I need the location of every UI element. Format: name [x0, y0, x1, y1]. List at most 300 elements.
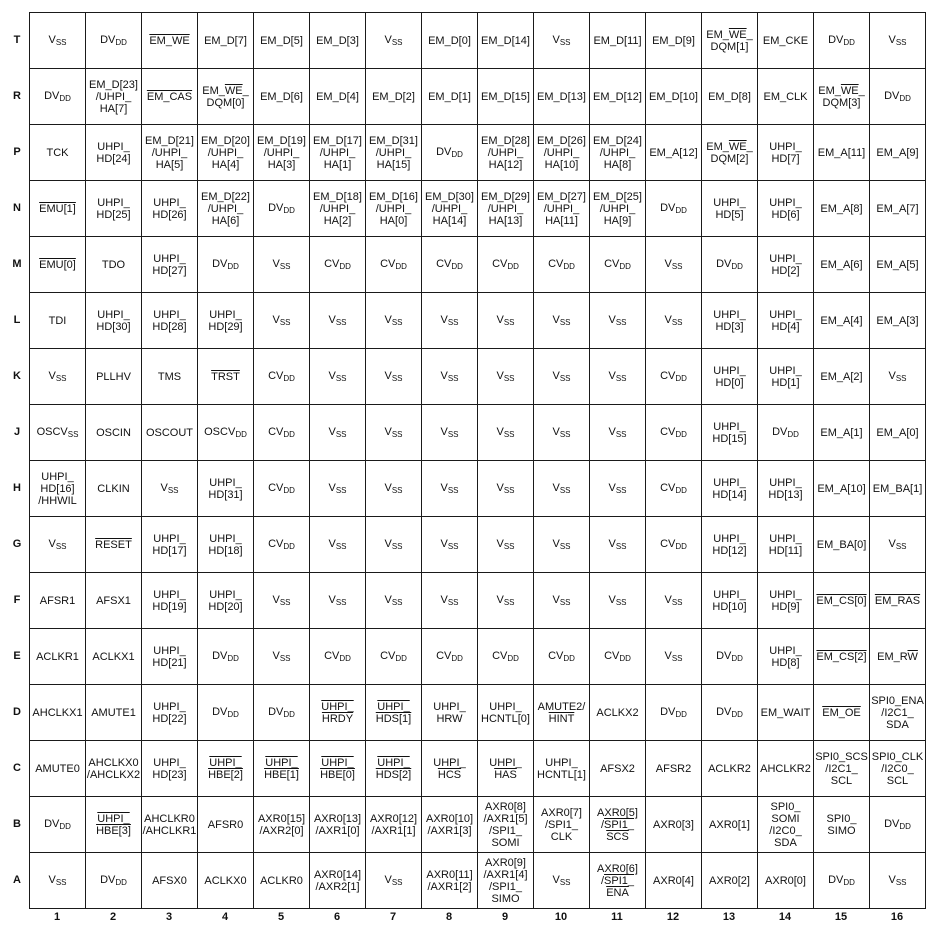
pin-cell: DVDD	[86, 13, 142, 69]
pin-cell: VSS	[534, 573, 590, 629]
pin-cell: AHCLKR0 /AHCLKR1	[142, 797, 198, 853]
pin-cell: EM_D[8]	[702, 69, 758, 125]
row-label: T	[13, 34, 21, 46]
pin-cell: UHPI_ HD[18]	[198, 517, 254, 573]
pin-cell: UHPI_ HD[26]	[142, 181, 198, 237]
pin-cell: VSS	[422, 573, 478, 629]
pin-cell: DVDD	[86, 853, 142, 909]
pin-cell: UHPI_ HD[0]	[702, 349, 758, 405]
pin-cell: UHPI_ HBE[1]	[254, 741, 310, 797]
pin-cell: CVDD	[254, 349, 310, 405]
pin-cell: DVDD	[30, 797, 86, 853]
pin-cell: DVDD	[198, 685, 254, 741]
pin-cell: UHPI_ HD[1]	[758, 349, 814, 405]
pin-cell: AXR0[10] /AXR1[3]	[422, 797, 478, 853]
pin-cell: VSS	[422, 517, 478, 573]
pin-cell: AFSR2	[646, 741, 702, 797]
pin-cell: DVDD	[702, 685, 758, 741]
pin-cell: UHPI_ HD[30]	[86, 293, 142, 349]
pin-cell: EM_D[10]	[646, 69, 702, 125]
pin-cell: AFSR0	[198, 797, 254, 853]
pin-cell: CVDD	[422, 629, 478, 685]
column-label: 12	[666, 911, 680, 923]
pin-cell: AMUTE1	[86, 685, 142, 741]
pin-cell: VSS	[870, 853, 926, 909]
pin-cell: UHPI_ HD[20]	[198, 573, 254, 629]
pin-cell: VSS	[422, 293, 478, 349]
pin-cell: EM_D[21] /UHPI_ HA[5]	[142, 125, 198, 181]
pin-cell: UHPI_ HD[5]	[702, 181, 758, 237]
pin-cell: VSS	[478, 573, 534, 629]
pin-cell: VSS	[590, 349, 646, 405]
pin-cell: AFSR1	[30, 573, 86, 629]
pin-cell: UHPI_ HD[8]	[758, 629, 814, 685]
column-label: 13	[722, 911, 736, 923]
pin-cell: CVDD	[366, 237, 422, 293]
pin-cell: AXR0[2]	[702, 853, 758, 909]
pin-cell: AMUTE0	[30, 741, 86, 797]
pin-cell: VSS	[478, 405, 534, 461]
pin-cell: VSS	[646, 293, 702, 349]
pin-cell: DVDD	[254, 181, 310, 237]
pin-cell: CVDD	[534, 629, 590, 685]
pin-cell: CVDD	[422, 237, 478, 293]
pin-cell: EM_A[6]	[814, 237, 870, 293]
column-label: 10	[554, 911, 568, 923]
pin-cell: UHPI_ HD[10]	[702, 573, 758, 629]
pin-cell: $EM\_\overline{WE}\_$ DQM[0]	[198, 69, 254, 125]
pin-cell: EM_CKE	[758, 13, 814, 69]
pin-cell: EM_WAIT	[758, 685, 814, 741]
pin-cell: VSS	[590, 293, 646, 349]
pin-cell: EM_A[3]	[870, 293, 926, 349]
pin-cell: OSCIN	[86, 405, 142, 461]
row-label: C	[13, 762, 21, 774]
pin-cell: AXR0[3]	[646, 797, 702, 853]
pin-cell: EM_D[20] /UHPI_ HA[4]	[198, 125, 254, 181]
pin-cell: VSS	[646, 237, 702, 293]
pin-cell: EM_D[28] /UHPI_ HA[12]	[478, 125, 534, 181]
pin-cell: EM_A[0]	[870, 405, 926, 461]
pin-cell: CVDD	[254, 461, 310, 517]
pin-cell: EM_D[2]	[366, 69, 422, 125]
pin-cell: DVDD	[702, 629, 758, 685]
column-label: 16	[890, 911, 904, 923]
row-label: G	[12, 538, 22, 550]
pin-cell: CVDD	[254, 517, 310, 573]
pin-cell: EM_A[9]	[870, 125, 926, 181]
pin-cell: AXR0[11] /AXR1[2]	[422, 853, 478, 909]
pin-cell: CVDD	[646, 461, 702, 517]
pin-cell: AXR0[14] /AXR2[1]	[310, 853, 366, 909]
pin-cell: VSS	[422, 461, 478, 517]
row-label: H	[13, 482, 21, 494]
row-label: F	[13, 594, 21, 606]
pin-cell: OSCVDD	[198, 405, 254, 461]
pin-cell: CVDD	[478, 629, 534, 685]
row-label: B	[13, 818, 21, 830]
pin-cell: UHPI_ HD[25]	[86, 181, 142, 237]
grid-row-M	[30, 237, 926, 293]
pin-cell: TRST	[198, 349, 254, 405]
pin-cell: CVDD	[478, 237, 534, 293]
pin-cell: AXR0[6] /SPI1_ $\overline{ENA}$	[590, 853, 646, 909]
pin-cell: AXR0[4]	[646, 853, 702, 909]
pin-cell: ACLKR1	[30, 629, 86, 685]
pin-cell: SPI0_ENA /I2C1_ SDA	[870, 685, 926, 741]
grid-row-T	[30, 13, 926, 69]
pin-cell: TCK	[30, 125, 86, 181]
pin-cell: CVDD	[646, 405, 702, 461]
pin-cell: UHPI_ HD[2]	[758, 237, 814, 293]
pin-cell: VSS	[478, 461, 534, 517]
pin-cell: UHPI_ $\overline{HAS}$	[478, 741, 534, 797]
grid-row-P	[30, 125, 926, 181]
pin-cell: VSS	[142, 461, 198, 517]
pin-cell: VSS	[366, 349, 422, 405]
pin-cell: VSS	[870, 517, 926, 573]
pin-cell: VSS	[646, 573, 702, 629]
pin-cell: CVDD	[310, 629, 366, 685]
pin-cell: EM_D[25] /UHPI_ HA[9]	[590, 181, 646, 237]
pin-cell: UHPI_ HD[22]	[142, 685, 198, 741]
pin-cell: EM_BA[1]	[870, 461, 926, 517]
pin-cell: VSS	[310, 405, 366, 461]
grid-row-N	[30, 181, 926, 237]
pin-cell: AHCLKX1	[30, 685, 86, 741]
pin-cell: ACLKX0	[198, 853, 254, 909]
pin-cell: DVDD	[814, 853, 870, 909]
row-label: K	[13, 370, 21, 382]
pin-cell: VSS	[870, 349, 926, 405]
pin-cell: EM_D[22] /UHPI_ HA[6]	[198, 181, 254, 237]
column-label: 9	[501, 911, 509, 923]
pin-cell: OSCOUT	[142, 405, 198, 461]
pin-cell: UHPI_ HRW	[422, 685, 478, 741]
pin-cell: UHPI_ HDS[1]	[366, 685, 422, 741]
pin-cell: VSS	[310, 293, 366, 349]
pin-cell: VSS	[310, 349, 366, 405]
pin-cell: TDI	[30, 293, 86, 349]
pin-cell: VSS	[30, 13, 86, 69]
pin-cell: EM_D[13]	[534, 69, 590, 125]
pin-cell: UHPI_ HD[4]	[758, 293, 814, 349]
pin-cell: UHPI_ HD[27]	[142, 237, 198, 293]
grid-row-L	[30, 293, 926, 349]
pin-cell: EM_D[19] /UHPI_ HA[3]	[254, 125, 310, 181]
pin-cell: EM_D[27] /UHPI_ HA[11]	[534, 181, 590, 237]
pin-cell: VSS	[478, 517, 534, 573]
pin-cell: SPI0_ SIMO	[814, 797, 870, 853]
pin-cell: DVDD	[254, 685, 310, 741]
pin-cell: VSS	[534, 461, 590, 517]
pin-cell: DVDD	[870, 797, 926, 853]
pin-cell: EM_D[11]	[590, 13, 646, 69]
pin-cell: EM_D[17] /UHPI_ HA[1]	[310, 125, 366, 181]
pin-cell: VSS	[478, 293, 534, 349]
pin-cell: VSS	[30, 517, 86, 573]
pin-cell: AHCLKR2	[758, 741, 814, 797]
pin-cell: UHPI_ HBE[0]	[310, 741, 366, 797]
pin-cell: VSS	[366, 13, 422, 69]
pin-cell: UHPI_ HD[29]	[198, 293, 254, 349]
pin-cell: DVDD	[646, 181, 702, 237]
pin-cell: UHPI_ HD[7]	[758, 125, 814, 181]
row-label: R	[13, 90, 21, 102]
pin-cell: VSS	[366, 573, 422, 629]
pin-cell: UHPI_ HD[6]	[758, 181, 814, 237]
row-label: L	[13, 314, 21, 326]
pin-cell: AFSX1	[86, 573, 142, 629]
pin-cell: CVDD	[310, 237, 366, 293]
pin-cell: UHPI_ HD[13]	[758, 461, 814, 517]
column-label: 15	[834, 911, 848, 923]
row-label: E	[13, 650, 21, 662]
pin-cell: $EM\_\overline{WE}\_$ DQM[1]	[702, 13, 758, 69]
pin-cell: UHPI_ HRDY	[310, 685, 366, 741]
column-label: 6	[333, 911, 341, 923]
grid-row-B	[30, 797, 926, 853]
grid-row-J	[30, 405, 926, 461]
pin-cell: VSS	[534, 349, 590, 405]
pin-cell: EM_WE	[142, 13, 198, 69]
pin-cell: $EM\_\overline{WE}\_$ DQM[2]	[702, 125, 758, 181]
column-label: 11	[611, 911, 623, 923]
column-label: 7	[389, 911, 397, 923]
pin-cell: AFSX0	[142, 853, 198, 909]
pin-cell: DVDD	[30, 69, 86, 125]
pin-cell: TMS	[142, 349, 198, 405]
pin-cell: DVDD	[870, 69, 926, 125]
pin-cell: VSS	[310, 517, 366, 573]
pin-cell: EM_D[12]	[590, 69, 646, 125]
column-label: 8	[445, 911, 453, 923]
column-label: 4	[221, 911, 229, 923]
grid-row-K	[30, 349, 926, 405]
pin-cell: UHPI_ HCNTL[0]	[478, 685, 534, 741]
pin-cell: ACLKR0	[254, 853, 310, 909]
pin-cell: AXR0[8] /AXR1[5] /SPI1_ SOMI	[478, 797, 534, 853]
pin-cell: AXR0[1]	[702, 797, 758, 853]
pin-cell: EMU[1]	[30, 181, 86, 237]
pin-cell: VSS	[366, 293, 422, 349]
grid-row-A	[30, 853, 926, 909]
pin-cell: EM_D[9]	[646, 13, 702, 69]
pin-cell: DVDD	[198, 629, 254, 685]
pin-cell: AXR0[5] /SPI1_ $\overline{SCS}$	[590, 797, 646, 853]
pin-cell: VSS	[254, 293, 310, 349]
pin-cell: EM_A[8]	[814, 181, 870, 237]
ball-map-grid	[29, 12, 926, 909]
pin-cell: VSS	[590, 573, 646, 629]
pin-cell: EM_A[10]	[814, 461, 870, 517]
pin-cell: VSS	[534, 405, 590, 461]
pin-cell: UHPI_ HD[24]	[86, 125, 142, 181]
pin-cell: UHPI_ HD[14]	[702, 461, 758, 517]
pin-cell: VSS	[534, 517, 590, 573]
pin-cell: $EM\_R\overline{W}$	[870, 629, 926, 685]
pin-cell: EM_A[7]	[870, 181, 926, 237]
pin-cell: OSCVSS	[30, 405, 86, 461]
pin-cell: UHPI_ HD[15]	[702, 405, 758, 461]
pin-cell: VSS	[534, 853, 590, 909]
pin-cell: UHPI_ HD[3]	[702, 293, 758, 349]
row-label: D	[13, 706, 21, 718]
pin-cell: EM_D[6]	[254, 69, 310, 125]
pin-cell: SPI0_CLK /I2C0_ SCL	[870, 741, 926, 797]
grid-row-R	[30, 69, 926, 125]
pin-cell: UHPI_ $\overline{HCS}$	[422, 741, 478, 797]
pin-table	[29, 12, 926, 909]
pin-cell: UHPI_ HD[21]	[142, 629, 198, 685]
pin-cell: EM_D[7]	[198, 13, 254, 69]
pin-cell: ACLKX1	[86, 629, 142, 685]
pin-cell: CVDD	[590, 237, 646, 293]
pin-cell: SPI0_SCS /I2C1_ SCL	[814, 741, 870, 797]
pin-cell: SPI0_ SOMI /I2C0_ SDA	[758, 797, 814, 853]
pin-cell: EM_D[0]	[422, 13, 478, 69]
grid-row-H	[30, 461, 926, 517]
pin-cell: DVDD	[422, 125, 478, 181]
grid-row-C	[30, 741, 926, 797]
pin-cell: $EM\_\overline{WE}\_$ DQM[3]	[814, 69, 870, 125]
pin-cell: UHPI_ HD[28]	[142, 293, 198, 349]
row-label: A	[13, 874, 21, 886]
pin-cell: DVDD	[758, 405, 814, 461]
pin-cell: VSS	[366, 405, 422, 461]
pin-cell: VSS	[534, 13, 590, 69]
pin-cell: AXR0[7] /SPI1_ CLK	[534, 797, 590, 853]
pin-cell: UHPI_ HCNTL[1]	[534, 741, 590, 797]
row-label: N	[13, 202, 21, 214]
grid-row-F	[30, 573, 926, 629]
column-label: 5	[277, 911, 285, 923]
column-label: 14	[778, 911, 792, 923]
pin-cell: UHPI_ HDS[2]	[366, 741, 422, 797]
column-label: 3	[165, 911, 173, 923]
pin-cell: EM_D[3]	[310, 13, 366, 69]
grid-row-D	[30, 685, 926, 741]
pin-cell: EM_D[24] /UHPI_ HA[8]	[590, 125, 646, 181]
pin-cell: AXR0[0]	[758, 853, 814, 909]
pin-cell: EM_D[18] /UHPI_ HA[2]	[310, 181, 366, 237]
pin-cell: DVDD	[702, 237, 758, 293]
pin-cell: EM_RAS	[870, 573, 926, 629]
pin-cell: VSS	[478, 349, 534, 405]
pin-cell: CVDD	[646, 349, 702, 405]
pin-cell: CVDD	[366, 629, 422, 685]
pin-cell: CVDD	[534, 237, 590, 293]
pin-cell: VSS	[590, 405, 646, 461]
pin-cell: VSS	[590, 461, 646, 517]
pin-cell: RESET	[86, 517, 142, 573]
pin-cell: VSS	[30, 349, 86, 405]
pin-cell: AHCLKX0 /AHCLKX2	[86, 741, 142, 797]
row-label: J	[13, 426, 21, 438]
pin-cell: EM_A[2]	[814, 349, 870, 405]
pin-cell: VSS	[254, 629, 310, 685]
row-label: M	[12, 258, 22, 270]
pin-cell: VSS	[254, 573, 310, 629]
pin-cell: PLLHV	[86, 349, 142, 405]
pin-cell: EM_A[12]	[646, 125, 702, 181]
pin-cell: CVDD	[254, 405, 310, 461]
pin-cell: UHPI_ HD[23]	[142, 741, 198, 797]
pin-cell: EM_D[4]	[310, 69, 366, 125]
pin-cell: EM_A[4]	[814, 293, 870, 349]
grid-row-G	[30, 517, 926, 573]
row-label: P	[13, 146, 21, 158]
pin-cell: UHPI_ HBE[3]	[86, 797, 142, 853]
pin-cell: EM_D[16] /UHPI_ HA[0]	[366, 181, 422, 237]
pin-cell: UHPI_ HBE[2]	[198, 741, 254, 797]
pin-cell: UHPI_ HD[16] /HHWIL	[30, 461, 86, 517]
pin-cell: EM_D[31] /UHPI_ HA[15]	[366, 125, 422, 181]
pin-cell: EM_D[15]	[478, 69, 534, 125]
pin-cell: CVDD	[646, 517, 702, 573]
pin-cell: UHPI_ HD[12]	[702, 517, 758, 573]
pin-cell: VSS	[422, 349, 478, 405]
pin-cell: VSS	[646, 629, 702, 685]
pin-cell: EM_D[14]	[478, 13, 534, 69]
column-label: 2	[109, 911, 117, 923]
pin-cell: DVDD	[646, 685, 702, 741]
pin-cell: EM_D[26] /UHPI_ HA[10]	[534, 125, 590, 181]
pin-cell: VSS	[254, 237, 310, 293]
pin-cell: ACLKX2	[590, 685, 646, 741]
pin-cell: EM_D[1]	[422, 69, 478, 125]
pin-cell: UHPI_ HD[19]	[142, 573, 198, 629]
pin-cell: TDO	[86, 237, 142, 293]
pin-cell: EM_CS[2]	[814, 629, 870, 685]
pin-cell: AXR0[13] /AXR1[0]	[310, 797, 366, 853]
pin-cell: UHPI_ HD[17]	[142, 517, 198, 573]
pin-cell: VSS	[310, 461, 366, 517]
pin-cell: UHPI_ HD[9]	[758, 573, 814, 629]
grid-row-E	[30, 629, 926, 685]
pin-cell: EM_D[5]	[254, 13, 310, 69]
pin-cell: VSS	[310, 573, 366, 629]
pin-cell: EM_OE	[814, 685, 870, 741]
pin-cell: VSS	[534, 293, 590, 349]
pin-cell: DVDD	[814, 13, 870, 69]
pin-cell: EM_D[29] /UHPI_ HA[13]	[478, 181, 534, 237]
pin-cell: EM_A[1]	[814, 405, 870, 461]
pin-cell: UHPI_ HD[31]	[198, 461, 254, 517]
pin-cell: UHPI_ HD[11]	[758, 517, 814, 573]
pin-cell: EM_CAS	[142, 69, 198, 125]
pin-cell: EM_A[5]	[870, 237, 926, 293]
pin-cell: EM_D[30] /UHPI_ HA[14]	[422, 181, 478, 237]
pin-cell: VSS	[366, 853, 422, 909]
pin-cell: AXR0[12] /AXR1[1]	[366, 797, 422, 853]
pin-cell: DVDD	[198, 237, 254, 293]
pin-cell: EM_D[23] /UHPI_ HA[7]	[86, 69, 142, 125]
pin-cell: AMUTE2/ HINT	[534, 685, 590, 741]
pin-cell: EM_CLK	[758, 69, 814, 125]
pin-cell: AXR0[15] /AXR2[0]	[254, 797, 310, 853]
pin-cell: VSS	[422, 405, 478, 461]
pin-cell: AXR0[9] /AXR1[4] /SPI1_ SIMO	[478, 853, 534, 909]
pin-cell: VSS	[366, 461, 422, 517]
pin-cell: ACLKR2	[702, 741, 758, 797]
pin-cell: VSS	[366, 517, 422, 573]
pin-cell: CVDD	[590, 629, 646, 685]
column-label: 1	[53, 911, 61, 923]
pin-cell: AFSX2	[590, 741, 646, 797]
pin-cell: VSS	[30, 853, 86, 909]
pin-cell: EM_CS[0]	[814, 573, 870, 629]
